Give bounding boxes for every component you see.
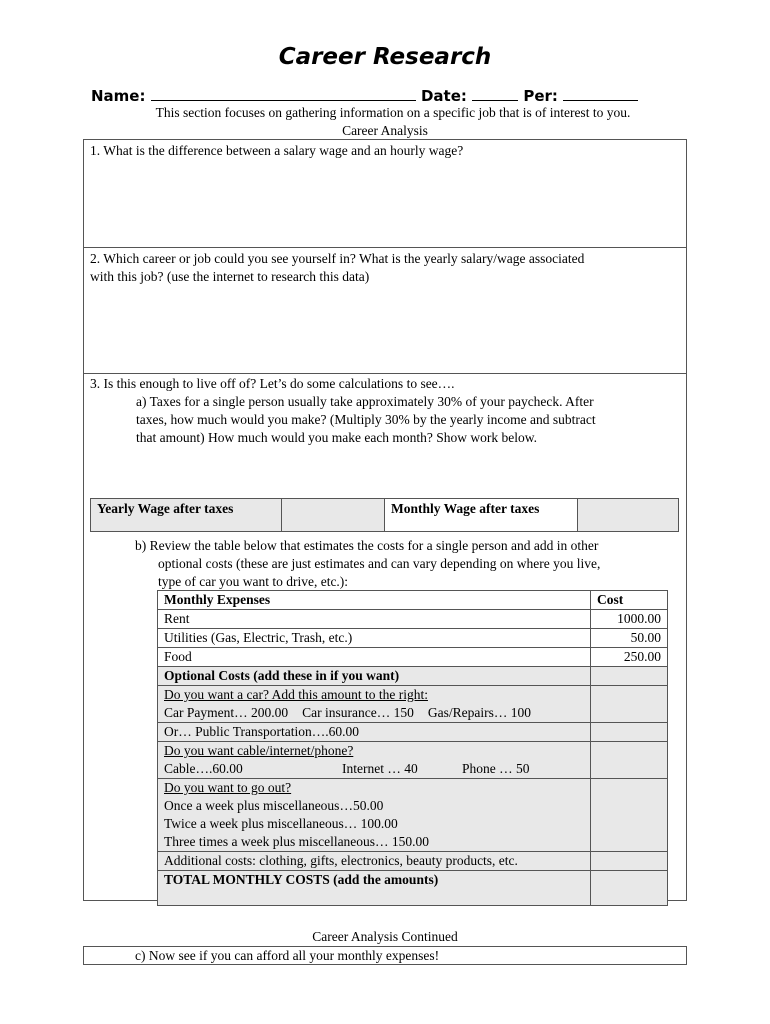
table-row	[158, 648, 668, 667]
question-3a-line3: that amount) How much would you make each month? Show work below.	[136, 430, 538, 445]
question-3b-line1: b) Review the table below that estimates the costs for a single person and add in other	[135, 538, 599, 553]
transport-cost-cell[interactable]	[591, 723, 668, 742]
transport-option: Or… Public Transportation….60.00	[158, 723, 591, 742]
cable-cost-cell[interactable]	[591, 742, 668, 779]
car-gas: Gas/Repairs… 100	[427, 705, 531, 720]
yearly-wage-input[interactable]	[282, 499, 385, 532]
section-title: Career Analysis	[342, 123, 428, 138]
question-c-text: c) Now see if you can afford all your monthly expenses!	[135, 948, 440, 963]
date-label: Date:	[420, 87, 467, 105]
question-3b-line2: optional costs (these are just estimates and can vary depending on where you live,	[158, 556, 601, 571]
car-cost-cell[interactable]	[591, 686, 668, 723]
utilities-cost: 50.00	[591, 629, 668, 648]
additional-costs: Additional costs: clothing, gifts, electronics, beauty products, etc.	[158, 852, 591, 871]
question-2-line2: with this job? (use the internet to research this data)	[90, 269, 370, 284]
name-label: Name:	[91, 87, 146, 105]
table-row	[158, 591, 668, 610]
question-3a-line1: a) Taxes for a single person usually take approximately 30% of your paycheck. After	[136, 394, 594, 409]
yearly-wage-label: Yearly Wage after taxes	[91, 499, 282, 532]
once-a-week: Once a week plus miscellaneous…50.00	[164, 798, 384, 813]
table-row	[158, 629, 668, 648]
question-3b-line3: type of car you want to drive, etc.):	[158, 574, 349, 589]
cost-header: Cost	[591, 591, 668, 610]
car-insurance: Car insurance… 150	[302, 705, 414, 720]
name-field[interactable]	[151, 86, 416, 101]
optional-costs-cell[interactable]	[591, 667, 668, 686]
question-2-cell[interactable]	[84, 248, 686, 374]
total-cost-cell[interactable]	[591, 871, 668, 906]
table-row	[158, 742, 668, 779]
table-row	[158, 852, 668, 871]
food-label: Food	[158, 648, 591, 667]
utilities-label: Utilities (Gas, Electric, Trash, etc.)	[158, 629, 591, 648]
expenses-table	[157, 590, 668, 906]
question-1-cell[interactable]	[84, 140, 686, 248]
going-out-options	[158, 779, 591, 852]
cable-options	[158, 742, 591, 779]
question-c-cell	[83, 946, 687, 965]
cable-question: Do you want cable/internet/phone?	[164, 743, 354, 758]
monthly-wage-input[interactable]	[578, 499, 679, 532]
continued-title: Career Analysis Continued	[312, 929, 458, 944]
monthly-wage-label: Monthly Wage after taxes	[385, 499, 578, 532]
table-row	[158, 779, 668, 852]
question-1-text: 1. What is the difference between a salary wage and an hourly wage?	[90, 143, 464, 158]
table-row	[158, 723, 668, 742]
question-3-line1: 3. Is this enough to live off of? Let’s do some calculations to see….	[90, 376, 455, 391]
table-row	[158, 610, 668, 629]
going-out-question: Do you want to go out?	[164, 780, 292, 795]
total-monthly-costs: TOTAL MONTHLY COSTS (add the amounts)	[158, 871, 591, 906]
period-label: Per:	[523, 87, 558, 105]
table-row	[158, 686, 668, 723]
going-out-cost-cell[interactable]	[591, 779, 668, 852]
date-field[interactable]	[472, 86, 518, 101]
rent-cost: 1000.00	[591, 610, 668, 629]
header-fields	[91, 86, 638, 105]
table-row	[158, 667, 668, 686]
wage-table	[90, 498, 679, 532]
cable-costs	[164, 760, 584, 778]
table-row	[158, 871, 668, 906]
rent-label: Rent	[158, 610, 591, 629]
optional-costs-header: Optional Costs (add these in if you want)	[158, 667, 591, 686]
three-times-a-week: Three times a week plus miscellaneous… 150.00	[164, 834, 430, 849]
car-payment: Car Payment… 200.00	[164, 705, 289, 720]
period-field[interactable]	[563, 86, 638, 101]
internet-cost: Internet … 40	[342, 761, 418, 776]
twice-a-week: Twice a week plus miscellaneous… 100.00	[164, 816, 398, 831]
question-2-line1: 2. Which career or job could you see yourself in? What is the yearly salary/wage associated	[90, 251, 585, 266]
car-question: Do you want a car? Add this amount to the right:	[164, 687, 428, 702]
car-options	[158, 686, 591, 723]
cable-cost: Cable….60.00	[164, 761, 243, 776]
additional-cost-cell[interactable]	[591, 852, 668, 871]
intro-text: This section focuses on gathering information on a specific job that is of interest to you.	[155, 105, 631, 120]
page-title: Career Research	[278, 44, 492, 70]
car-costs	[164, 704, 584, 722]
phone-cost: Phone … 50	[462, 761, 530, 776]
expenses-header: Monthly Expenses	[158, 591, 591, 610]
food-cost: 250.00	[591, 648, 668, 667]
question-3a-line2: taxes, how much would you make? (Multiply 30% by the yearly income and subtract	[136, 412, 596, 427]
